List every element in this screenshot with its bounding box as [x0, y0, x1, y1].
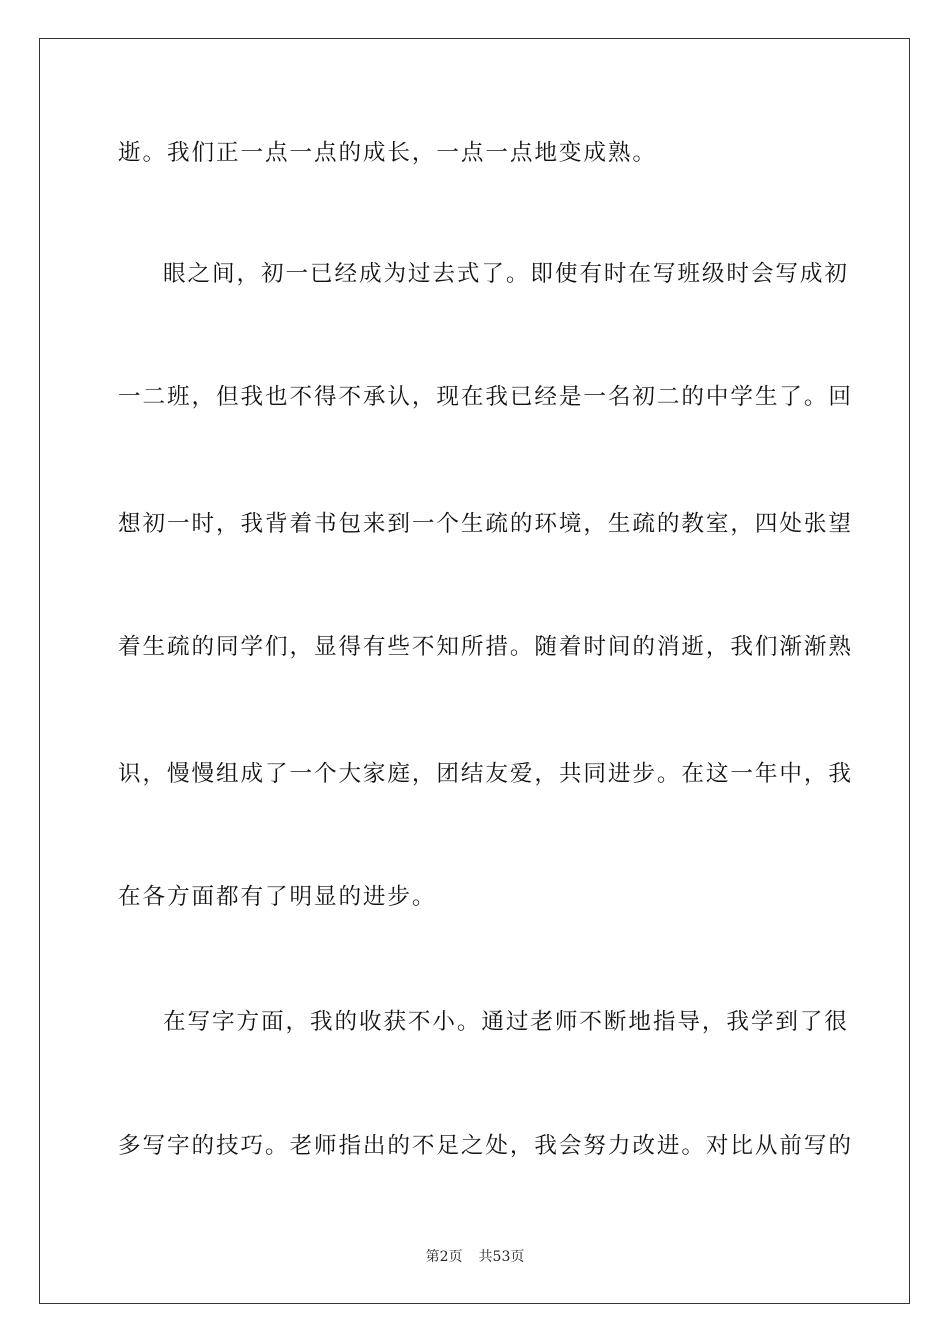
text-line: 想初一时，我背着书包来到一个生疏的环境，生疏的教室，四处张望: [118, 511, 853, 537]
page-number: 第2页: [425, 1249, 463, 1265]
text-line: 在各方面都有了明显的进步。: [118, 884, 437, 910]
total-pages: 共53页: [478, 1249, 525, 1265]
text-line: 眼之间，初一已经成为过去式了。即使有时在写班级时会写成初: [163, 261, 849, 287]
text-line: 一二班，但我也不得不承认，现在我已经是一名初二的中学生了。回: [118, 384, 853, 410]
text-line: 在写字方面，我的收获不小。通过老师不断地指导，我学到了很: [163, 1009, 849, 1035]
text-line: 识，慢慢组成了一个大家庭，团结友爱，共同进步。在这一年中，我: [118, 761, 853, 787]
text-line: 多写字的技巧。老师指出的不足之处，我会努力改进。对比从前写的: [118, 1133, 853, 1159]
page-frame: [39, 38, 910, 1304]
text-line: 着生疏的同学们，显得有些不知所措。随着时间的消逝，我们渐渐熟: [118, 634, 853, 660]
text-line: 逝。我们正一点一点的成长，一点一点地变成熟。: [118, 140, 657, 166]
page-footer: [0, 1247, 950, 1267]
